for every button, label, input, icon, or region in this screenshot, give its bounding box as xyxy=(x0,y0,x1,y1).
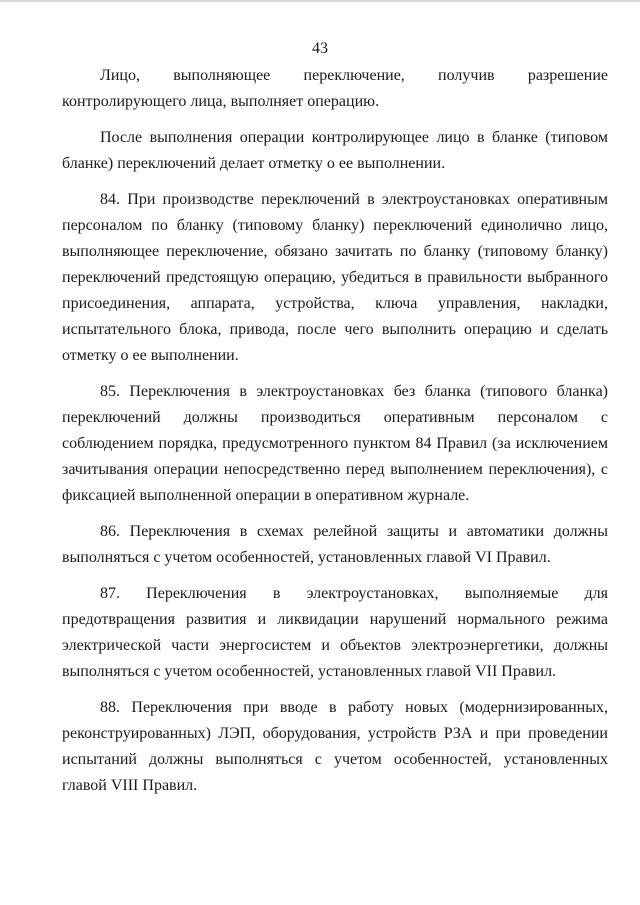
page-top-edge xyxy=(0,0,640,2)
paragraph-88: 88. Переключения при вводе в работу новых (модернизированных, реконструированных) ЛЭП, оборудования, устройств РЗА и при проведении испытаний должны выполняться с учетом особенностей, установленных главой VIII Правил. xyxy=(62,699,608,794)
paragraph-85: 85. Переключения в электроустановках без бланка (типового бланка) переключений должны производиться оперативным персоналом с соблюдением порядка, предусмотренного пунктом 84 Правил (за исключением зачитывания операции непосредственно перед выполнением переключения), с фиксацией выполненной операции в оперативном журнале. xyxy=(62,383,608,504)
paragraph-87: 87. Переключения в электроустановках, выполняемые для предотвращения развития и ликвидации нарушений нормального режима электрической части энергосистем и объектов электроэнергетики, должны выполняться с учетом особенностей, установленных главой VII Правил. xyxy=(62,585,608,680)
paragraph-84: 84. При производстве переключений в электроустановках оперативным персоналом по бланку (типовому бланку) переключений единолично лицо, выполняющее переключение, обязано зачитать по бланку (типовому бланку) переключений предстоящую операцию, убедиться в правильности выбранного присоединения, аппарата, устройства, ключа управления, накладки, испытательного блока, привода, после чего выполнить операцию и сделать отметку о ее выполнении. xyxy=(62,191,608,364)
document-body xyxy=(62,63,608,809)
paragraph-operation-permission: Лицо, выполняющее переключение, получив разрешение контролирующего лица, выполняет операцию. xyxy=(62,67,608,110)
page-number: 43 xyxy=(312,40,328,57)
paragraph-86: 86. Переключения в схемах релейной защиты и автоматики должны выполняться с учетом особенностей, установленных главой VI Правил. xyxy=(62,523,608,566)
paragraph-operation-mark: После выполнения операции контролирующее лицо в бланке (типовом бланке) переключений делает отметку о ее выполнении. xyxy=(62,129,608,172)
